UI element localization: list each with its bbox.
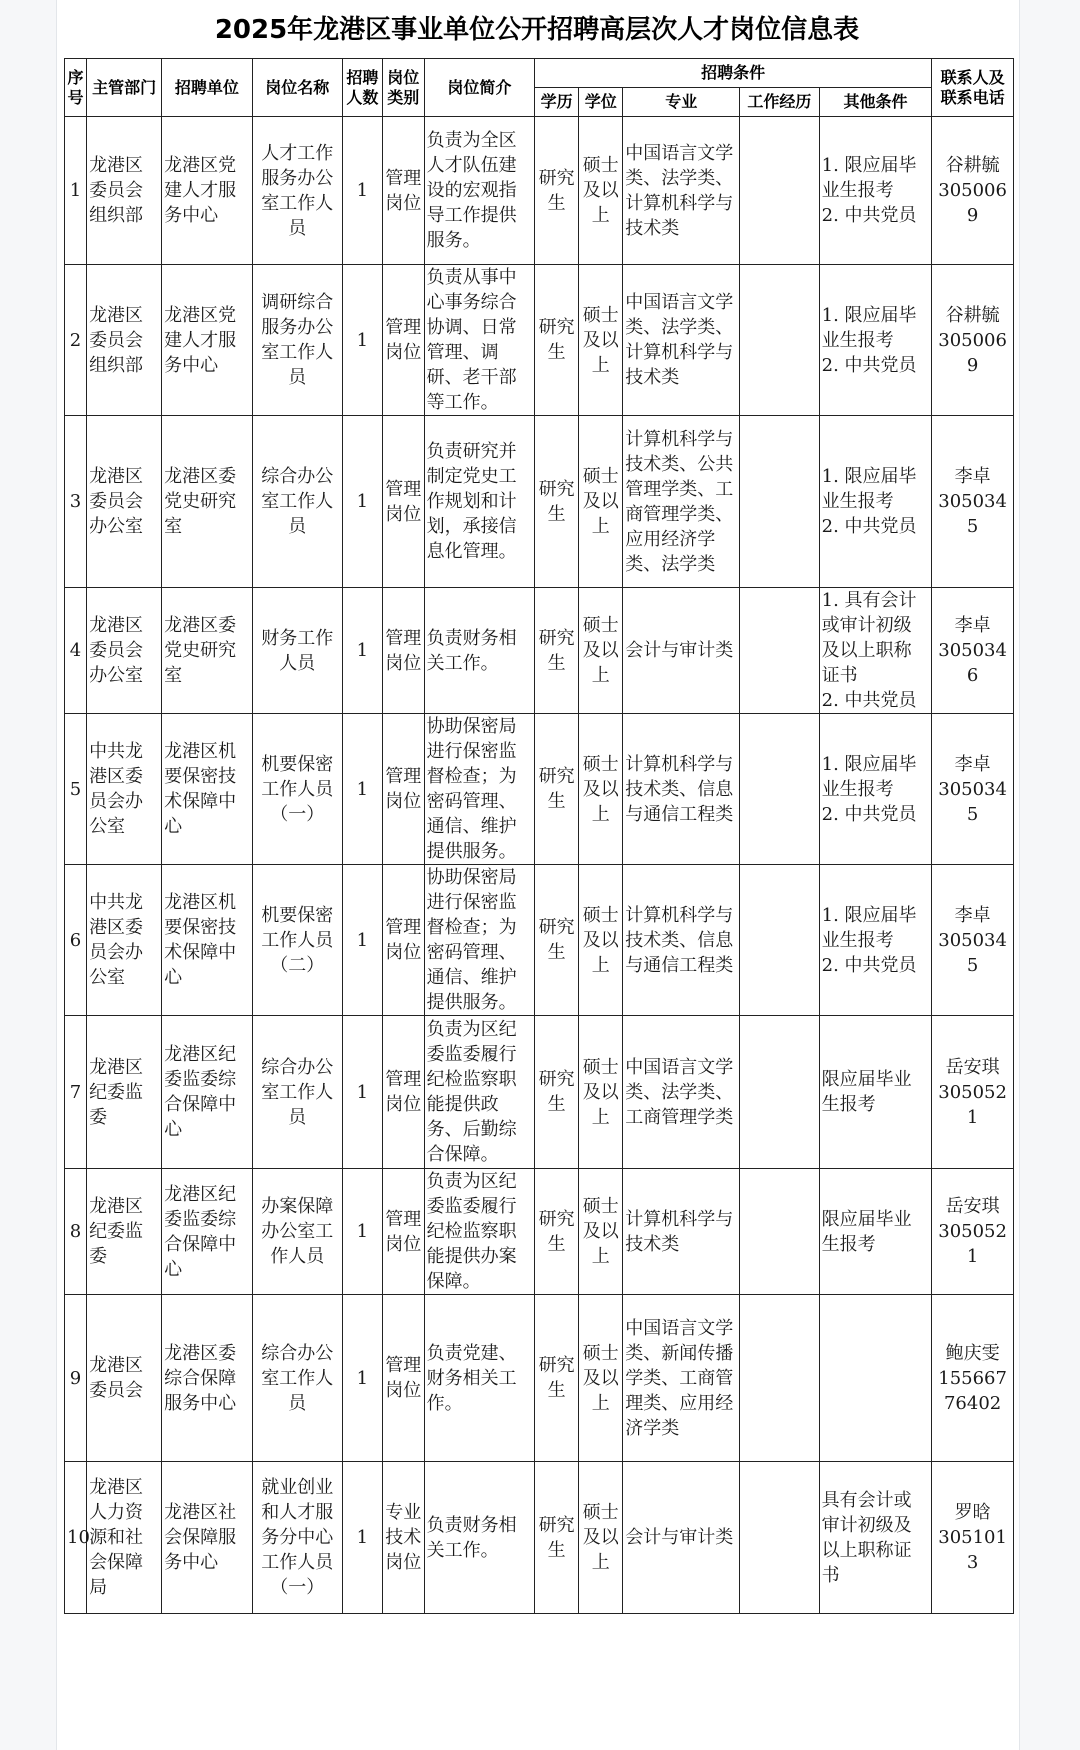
table-row: [65, 714, 1014, 865]
cell-education: 研究生: [535, 265, 579, 416]
cell-contact: 李卓 3050345: [932, 416, 1014, 588]
cell-unit: 龙港区纪委监委综合保障中心: [162, 1016, 252, 1169]
cell-intro: 负责为全区人才队伍建设的宏观指导工作提供服务。: [424, 117, 534, 265]
cell-dept: 龙港区纪委监委: [87, 1016, 162, 1169]
cell-education: 研究生: [535, 1295, 579, 1462]
cell-contact: 谷耕毓 3050069: [932, 265, 1014, 416]
recruitment-table: [64, 58, 1014, 1614]
cell-intro: 负责财务相关工作。: [424, 588, 534, 714]
cell-category: 专业技术岗位: [382, 1462, 424, 1614]
cell-contact: 李卓 3050345: [932, 714, 1014, 865]
cell-category: 管理岗位: [382, 1169, 424, 1295]
cell-dept: 龙港区委员会办公室: [87, 416, 162, 588]
cell-category: 管理岗位: [382, 416, 424, 588]
cell-other: 1. 具有会计或审计初级及以上职称证书 2. 中共党员: [819, 588, 932, 714]
cell-category: 管理岗位: [382, 1295, 424, 1462]
table-row: [65, 1295, 1014, 1462]
header-intro: 岗位简介: [424, 59, 534, 117]
cell-dept: 龙港区委员会组织部: [87, 265, 162, 416]
cell-category: 管理岗位: [382, 588, 424, 714]
cell-experience: [740, 865, 819, 1016]
cell-post: 调研综合服务办公室工作人员: [252, 265, 342, 416]
cell-count: 1: [343, 416, 383, 588]
header-conditions: 招聘条件: [535, 59, 932, 88]
cell-count: 1: [343, 1295, 383, 1462]
cell-category: 管理岗位: [382, 265, 424, 416]
cell-degree: 硕士及以上: [579, 865, 623, 1016]
cell-other: 1. 限应届毕业生报考 2. 中共党员: [819, 714, 932, 865]
cell-education: 研究生: [535, 416, 579, 588]
cell-other: 1. 限应届毕业生报考 2. 中共党员: [819, 416, 932, 588]
cell-major: 计算机科学与技术类、信息与通信工程类: [623, 714, 740, 865]
cell-seq: 6: [65, 865, 87, 1016]
table-row: [65, 416, 1014, 588]
cell-count: 1: [343, 117, 383, 265]
cell-dept: 龙港区委员会: [87, 1295, 162, 1462]
cell-education: 研究生: [535, 1016, 579, 1169]
cell-degree: 硕士及以上: [579, 714, 623, 865]
cell-major: 会计与审计类: [623, 1462, 740, 1614]
cell-seq: 10: [65, 1462, 87, 1614]
cell-experience: [740, 117, 819, 265]
cell-category: 管理岗位: [382, 1016, 424, 1169]
cell-education: 研究生: [535, 1462, 579, 1614]
right-margin: [1018, 0, 1080, 1750]
header-major: 专业: [623, 88, 740, 117]
cell-dept: 龙港区委员会办公室: [87, 588, 162, 714]
cell-post: 机要保密工作人员（二）: [252, 865, 342, 1016]
table-row: [65, 1462, 1014, 1614]
cell-major: 中国语言文学类、法学类、计算机科学与技术类: [623, 117, 740, 265]
cell-degree: 硕士及以上: [579, 1016, 623, 1169]
cell-major: 会计与审计类: [623, 588, 740, 714]
header-dept: 主管部门: [87, 59, 162, 117]
cell-post: 综合办公室工作人员: [252, 1295, 342, 1462]
header-category: 岗位类别: [382, 59, 424, 117]
table-row: [65, 265, 1014, 416]
cell-contact: 罗晗 3051013: [932, 1462, 1014, 1614]
cell-education: 研究生: [535, 714, 579, 865]
cell-count: 1: [343, 865, 383, 1016]
cell-intro: 负责党建、财务相关工作。: [424, 1295, 534, 1462]
cell-post: 综合办公室工作人员: [252, 1016, 342, 1169]
cell-unit: 龙港区机要保密技术保障中心: [162, 714, 252, 865]
cell-contact: 谷耕毓 3050069: [932, 117, 1014, 265]
header-education: 学历: [535, 88, 579, 117]
table-row: [65, 588, 1014, 714]
cell-unit: 龙港区委党史研究室: [162, 588, 252, 714]
cell-contact: 岳安琪 3050521: [932, 1169, 1014, 1295]
cell-other: 1. 限应届毕业生报考 2. 中共党员: [819, 265, 932, 416]
cell-count: 1: [343, 1169, 383, 1295]
header-unit: 招聘单位: [162, 59, 252, 117]
cell-unit: 龙港区社会保障服务中心: [162, 1462, 252, 1614]
cell-intro: 负责财务相关工作。: [424, 1462, 534, 1614]
cell-other: 1. 限应届毕业生报考 2. 中共党员: [819, 865, 932, 1016]
cell-intro: 协助保密局进行保密监督检查；为密码管理、通信、维护提供服务。: [424, 714, 534, 865]
cell-count: 1: [343, 265, 383, 416]
cell-other: 限应届毕业生报考: [819, 1016, 932, 1169]
cell-unit: 龙港区委党史研究室: [162, 416, 252, 588]
page-title: 2025年龙港区事业单位公开招聘高层次人才岗位信息表: [214, 15, 860, 45]
cell-contact: 岳安琪 3050521: [932, 1016, 1014, 1169]
cell-experience: [740, 714, 819, 865]
cell-dept: 龙港区委员会组织部: [87, 117, 162, 265]
header-degree: 学位: [579, 88, 623, 117]
cell-unit: 龙港区纪委监委综合保障中心: [162, 1169, 252, 1295]
header-experience: 工作经历: [740, 88, 819, 117]
cell-degree: 硕士及以上: [579, 117, 623, 265]
cell-category: 管理岗位: [382, 117, 424, 265]
cell-dept: 中共龙港区委员会办公室: [87, 714, 162, 865]
cell-contact: 李卓 3050345: [932, 865, 1014, 1016]
cell-degree: 硕士及以上: [579, 1462, 623, 1614]
cell-seq: 1: [65, 117, 87, 265]
cell-intro: 协助保密局进行保密监督检查；为密码管理、通信、维护提供服务。: [424, 865, 534, 1016]
cell-post: 办案保障办公室工作人员: [252, 1169, 342, 1295]
table-row: [65, 117, 1014, 265]
table-row: [65, 1169, 1014, 1295]
cell-count: 1: [343, 714, 383, 865]
cell-category: 管理岗位: [382, 865, 424, 1016]
cell-category: 管理岗位: [382, 714, 424, 865]
cell-education: 研究生: [535, 117, 579, 265]
cell-experience: [740, 1462, 819, 1614]
cell-major: 计算机科学与技术类、公共管理学类、工商管理学类、应用经济学类、法学类: [623, 416, 740, 588]
cell-intro: 负责从事中心事务综合协调、日常管理、调研、老干部等工作。: [424, 265, 534, 416]
cell-seq: 7: [65, 1016, 87, 1169]
cell-degree: 硕士及以上: [579, 588, 623, 714]
header-post: 岗位名称: [252, 59, 342, 117]
cell-intro: 负责为区纪委监委履行纪检监察职能提供办案保障。: [424, 1169, 534, 1295]
cell-seq: 3: [65, 416, 87, 588]
cell-unit: 龙港区机要保密技术保障中心: [162, 865, 252, 1016]
cell-post: 综合办公室工作人员: [252, 416, 342, 588]
cell-post: 财务工作人员: [252, 588, 342, 714]
header-other: 其他条件: [819, 88, 932, 117]
cell-experience: [740, 588, 819, 714]
cell-major: 中国语言文学类、法学类、计算机科学与技术类: [623, 265, 740, 416]
header-count: 招聘人数: [343, 59, 383, 117]
cell-degree: 硕士及以上: [579, 265, 623, 416]
cell-unit: 龙港区党建人才服务中心: [162, 117, 252, 265]
cell-education: 研究生: [535, 588, 579, 714]
cell-intro: 负责为区纪委监委履行纪检监察职能提供政务、后勤综合保障。: [424, 1016, 534, 1169]
cell-dept: 中共龙港区委员会办公室: [87, 865, 162, 1016]
cell-seq: 4: [65, 588, 87, 714]
header-contact: 联系人及联系电话: [932, 59, 1014, 117]
cell-experience: [740, 1169, 819, 1295]
cell-major: 计算机科学与技术类、信息与通信工程类: [623, 865, 740, 1016]
cell-seq: 2: [65, 265, 87, 416]
cell-dept: 龙港区人力资源和社会保障局: [87, 1462, 162, 1614]
cell-education: 研究生: [535, 1169, 579, 1295]
cell-seq: 9: [65, 1295, 87, 1462]
cell-unit: 龙港区委综合保障服务中心: [162, 1295, 252, 1462]
header-row-1: [65, 59, 1014, 88]
cell-contact: 鲍庆雯 15566776402: [932, 1295, 1014, 1462]
cell-education: 研究生: [535, 865, 579, 1016]
cell-experience: [740, 416, 819, 588]
cell-dept: 龙港区纪委监委: [87, 1169, 162, 1295]
cell-degree: 硕士及以上: [579, 1295, 623, 1462]
cell-degree: 硕士及以上: [579, 1169, 623, 1295]
cell-post: 机要保密工作人员（一）: [252, 714, 342, 865]
cell-intro: 负责研究并制定党史工作规划和计划，承接信息化管理。: [424, 416, 534, 588]
table-row: [65, 1016, 1014, 1169]
cell-experience: [740, 1016, 819, 1169]
cell-post: 人才工作服务办公室工作人员: [252, 117, 342, 265]
cell-other: 具有会计或审计初级及以上职称证书: [819, 1462, 932, 1614]
cell-count: 1: [343, 1016, 383, 1169]
cell-seq: 5: [65, 714, 87, 865]
table-row: [65, 865, 1014, 1016]
cell-contact: 李卓 3050346: [932, 588, 1014, 714]
cell-seq: 8: [65, 1169, 87, 1295]
cell-other: [819, 1295, 932, 1462]
cell-major: 中国语言文学类、新闻传播学类、工商管理类、应用经济学类: [623, 1295, 740, 1462]
header-seq: 序号: [65, 59, 87, 117]
cell-experience: [740, 265, 819, 416]
cell-count: 1: [343, 588, 383, 714]
table-body: [65, 117, 1014, 1614]
cell-count: 1: [343, 1462, 383, 1614]
cell-degree: 硕士及以上: [579, 416, 623, 588]
cell-unit: 龙港区党建人才服务中心: [162, 265, 252, 416]
cell-experience: [740, 1295, 819, 1462]
cell-major: 中国语言文学类、法学类、工商管理学类: [623, 1016, 740, 1169]
cell-post: 就业创业和人才服务分中心工作人员（一）: [252, 1462, 342, 1614]
cell-other: 限应届毕业生报考: [819, 1169, 932, 1295]
cell-major: 计算机科学与技术类: [623, 1169, 740, 1295]
left-margin: [0, 0, 56, 1750]
cell-other: 1. 限应届毕业生报考 2. 中共党员: [819, 117, 932, 265]
